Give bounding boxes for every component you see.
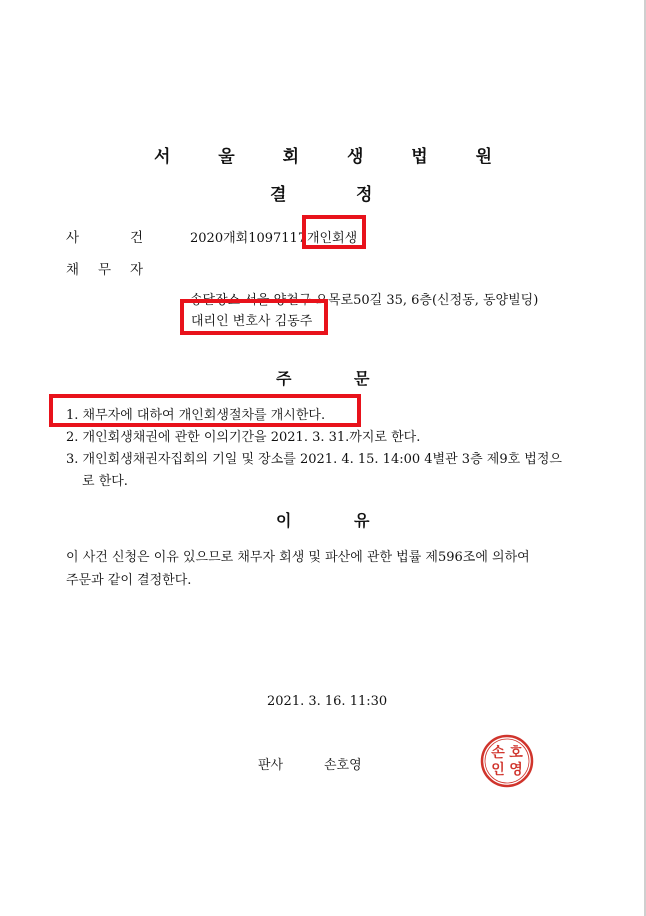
seal-char-2: 영 (509, 762, 523, 778)
court-name: 서 울 회 생 법 원 (153, 147, 514, 167)
debtor-label-1: 채 (66, 262, 80, 278)
highlight-agent (180, 299, 328, 335)
seal-char-4: 손 (491, 745, 505, 761)
order-item-1: 1. 채무자에 대하여 개인회생절차를 개시한다. (66, 408, 326, 423)
judge-title: 판사 (258, 758, 284, 773)
case-type: 개인회생 (307, 231, 358, 246)
order-item-2: 2. 개인회생채권에 관한 이의기간을 2021. 3. 31.까지로 한다. (66, 430, 421, 445)
reason-heading-left: 이 (276, 511, 292, 530)
seal-char-1: 인 (491, 762, 505, 778)
case-label-2: 건 (130, 230, 144, 246)
judge-name: 손호영 (324, 758, 362, 773)
doc-type-left: 결 (270, 185, 287, 205)
seal-char-3: 호 (509, 745, 523, 761)
order-heading-right: 문 (354, 369, 370, 388)
judge-seal-icon (480, 733, 534, 789)
order-item-3-cont: 로 한다. (82, 474, 128, 489)
highlight-case-type (302, 215, 366, 249)
reason-heading-right: 유 (354, 511, 370, 530)
debtor-label-2: 무 (98, 262, 112, 278)
highlight-order-item-1 (49, 394, 361, 427)
order-item-3: 3. 개인회생채권자집회의 기일 및 장소를 2021. 4. 15. 14:00 4별관 3층 제9호 법정으 (66, 452, 562, 467)
debtor-agent: 대리인 변호사 김동주 (191, 314, 313, 329)
decision-date: 2021. 3. 16. 11:30 (267, 694, 388, 709)
reason-line-1: 이 사건 신청은 이유 있으므로 채무자 회생 및 파산에 관한 법률 제596조에 의하여 (66, 550, 530, 565)
order-heading-left: 주 (276, 369, 292, 388)
case-number: 2020개회1097117 (190, 231, 307, 246)
debtor-address: 송달장소 서울 양천구 오목로50길 35, 6층(신정동, 동양빌딩) (190, 293, 539, 308)
reason-line-2: 주문과 같이 결정한다. (66, 573, 192, 588)
doc-type-right: 정 (356, 185, 373, 205)
debtor-label-3: 자 (130, 262, 144, 278)
case-label-1: 사 (66, 230, 80, 246)
